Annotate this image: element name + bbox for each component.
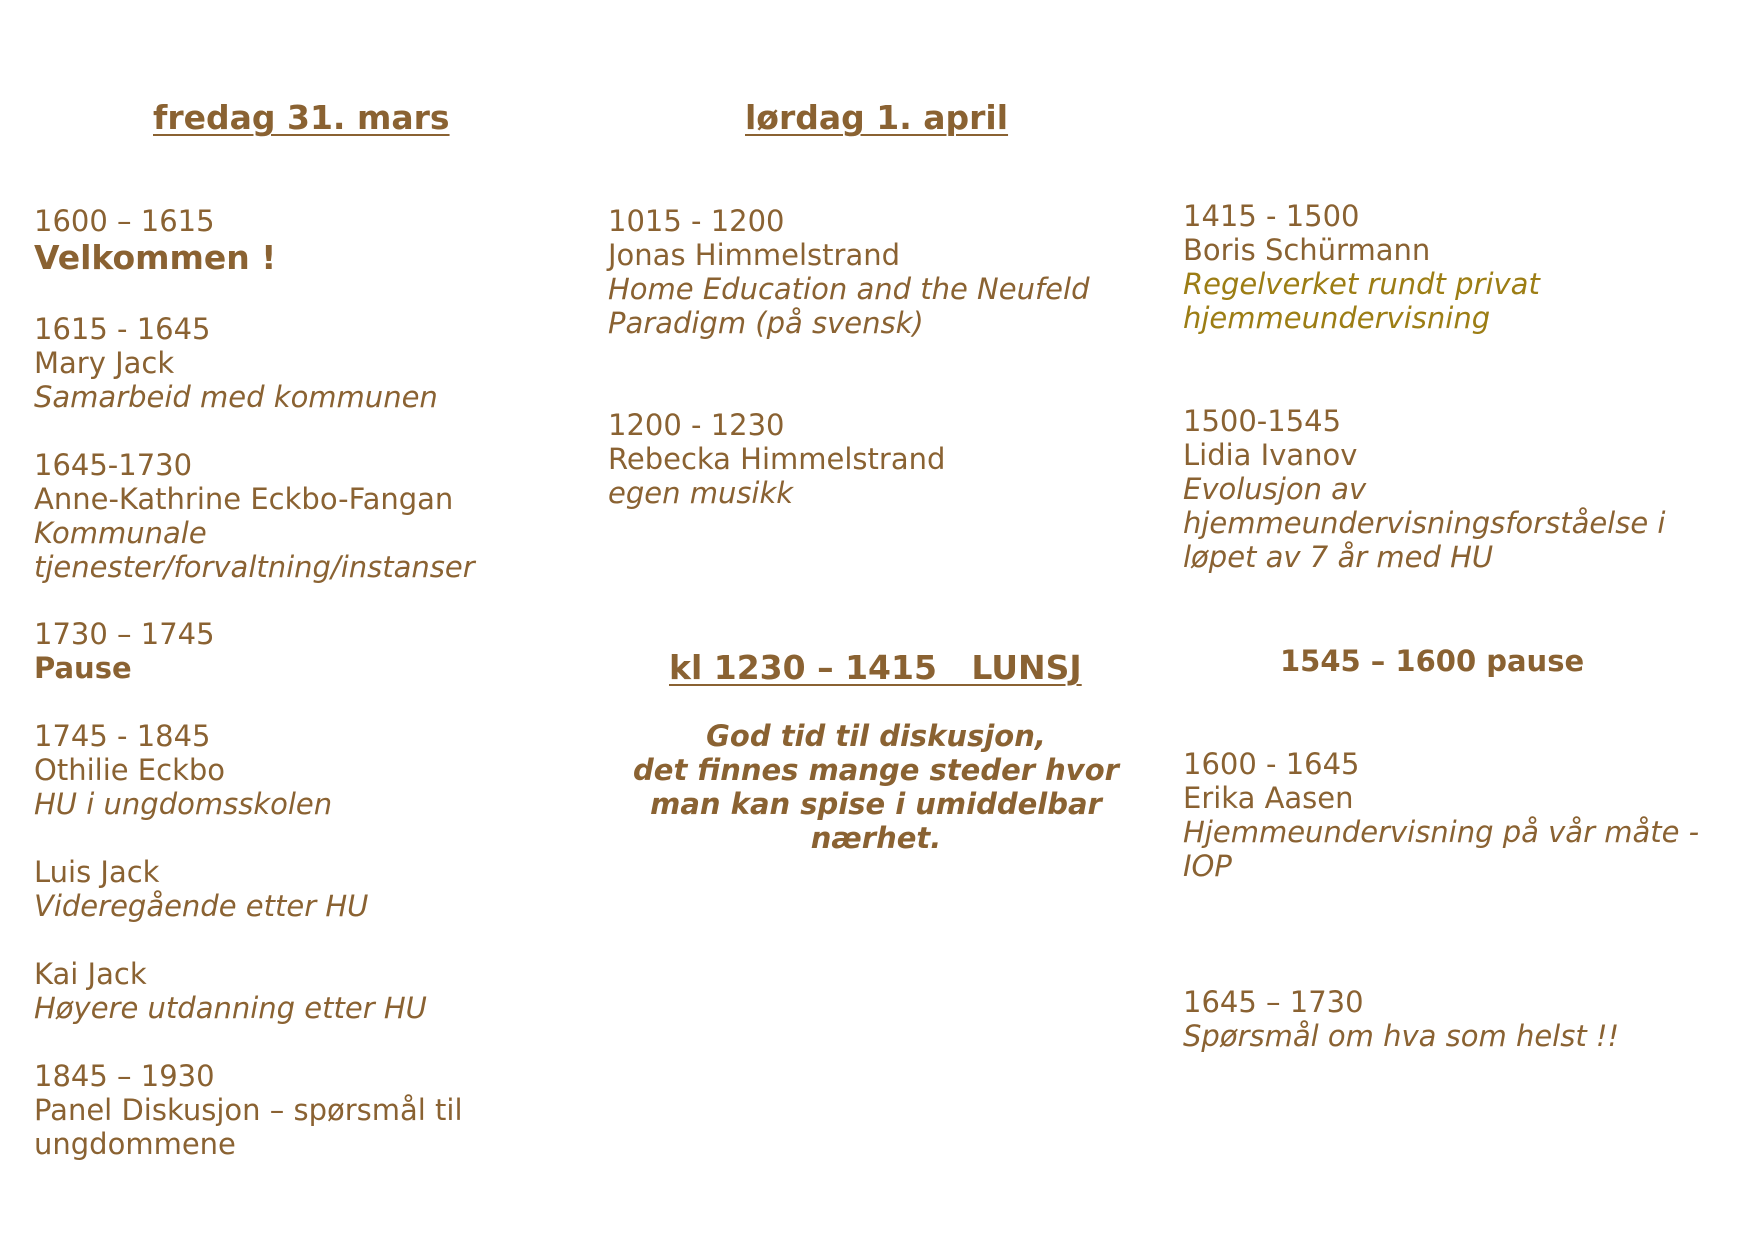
friday-heading: fredag 31. mars (153, 98, 450, 137)
saturday-afternoon-session-2 (1183, 404, 1665, 574)
friday-session-4 (34, 855, 368, 923)
session-time: 1745 - 1845 (34, 719, 211, 753)
saturday-afternoon-session-4 (1183, 985, 1619, 1053)
speaker-name: Erika Aasen (1183, 781, 1354, 815)
lunch-note (596, 719, 1156, 855)
session-time: 1600 - 1645 (1183, 747, 1360, 781)
session-topic: HU i ungdomsskolen (34, 787, 333, 821)
saturday-session-2 (608, 408, 945, 510)
saturday-pause: 1545 – 1600 pause (1280, 644, 1585, 678)
session-time: 1200 - 1230 (608, 408, 785, 442)
speaker-name: Luis Jack (34, 855, 160, 889)
speaker-name: Anne-Kathrine Eckbo-Fangan (34, 482, 454, 516)
friday-session-1 (34, 312, 438, 414)
session-topic: IOP (1183, 849, 1232, 883)
speaker-name: ungdommene (34, 1127, 236, 1161)
lunch-note-line: God tid til diskusjon, (706, 719, 1046, 753)
saturday-session-1 (608, 204, 1089, 340)
speaker-name: Kai Jack (34, 957, 147, 991)
welcome-title: Velkommen ! (34, 238, 277, 277)
lunch-note-line: det finnes mange steder hvor (633, 753, 1119, 787)
pause-label: Pause (34, 651, 132, 685)
lunch-note-line: man kan spise i umiddelbar (650, 787, 1102, 821)
friday-pause (34, 617, 215, 685)
saturday-heading: lørdag 1. april (745, 98, 1009, 137)
session-topic: egen musikk (608, 476, 794, 510)
saturday-afternoon-session-1 (1183, 199, 1540, 335)
speaker-name: Lidia Ivanov (1183, 438, 1358, 472)
saturday-afternoon-session-3 (1183, 747, 1699, 883)
session-time: 1645 – 1730 (1183, 985, 1364, 1019)
speaker-name: Jonas Himmelstrand (608, 238, 900, 272)
session-topic: Samarbeid med kommunen (34, 380, 438, 414)
friday-session-5 (34, 957, 427, 1025)
session-topic: Hjemmeundervisning på vår måte - (1183, 815, 1700, 849)
lunch-heading: kl 1230 – 1415 LUNSJ (669, 648, 1082, 687)
session-topic: Home Education and the Neufeld (608, 272, 1090, 306)
speaker-name: Panel Diskusjon – spørsmål til (34, 1093, 463, 1127)
session-time: 1415 - 1500 (1183, 199, 1360, 233)
friday-session-2 (34, 448, 475, 584)
session-topic: Kommunale (34, 516, 207, 550)
speaker-name: Rebecka Himmelstrand (608, 442, 946, 476)
friday-session-3 (34, 719, 332, 821)
session-topic: Spørsmål om hva som helst !! (1183, 1019, 1620, 1053)
session-time: 1600 – 1615 (34, 204, 215, 238)
session-topic: Paradigm (på svensk) (608, 306, 924, 340)
session-time: 1845 – 1930 (34, 1059, 215, 1093)
session-topic: tjenester/forvaltning/instanser (34, 550, 475, 584)
session-time: 1730 – 1745 (34, 617, 215, 651)
session-topic: hjemmeundervisningsforståelse i (1183, 506, 1666, 540)
session-time: 1615 - 1645 (34, 312, 211, 346)
session-time: 1500-1545 (1183, 404, 1342, 438)
session-topic: hjemmeundervisning (1183, 301, 1491, 335)
session-time: 1015 - 1200 (608, 204, 785, 238)
session-topic: Høyere utdanning etter HU (34, 991, 427, 1025)
lunch-note-line: nærhet. (810, 821, 942, 855)
speaker-name: Othilie Eckbo (34, 753, 226, 787)
session-topic: Videregående etter HU (34, 889, 369, 923)
friday-welcome (34, 204, 276, 278)
speaker-name: Mary Jack (34, 346, 175, 380)
session-topic: Evolusjon av (1183, 472, 1367, 506)
friday-session-6 (34, 1059, 463, 1161)
session-topic: Regelverket rundt privat (1183, 267, 1540, 301)
session-topic: løpet av 7 år med HU (1183, 540, 1494, 574)
session-time: 1645-1730 (34, 448, 193, 482)
speaker-name: Boris Schürmann (1183, 233, 1431, 267)
